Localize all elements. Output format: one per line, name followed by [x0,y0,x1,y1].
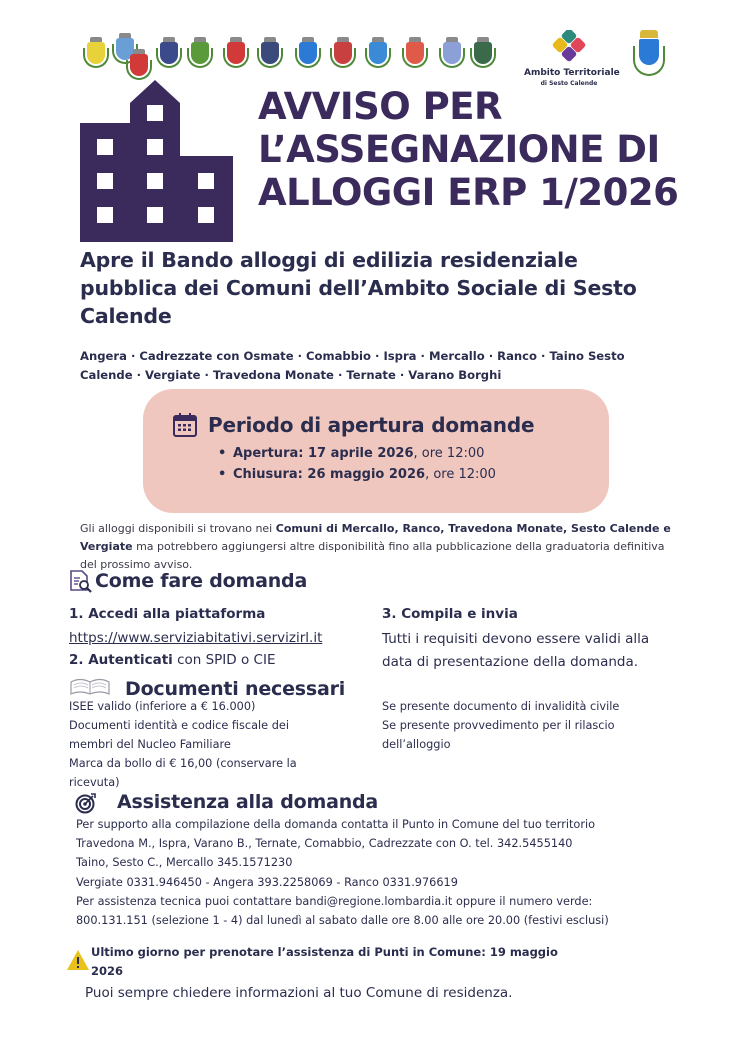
assistance-text [76,815,676,930]
title-line-2: L’ASSEGNAZIONE DI [258,128,660,171]
assistance-line: Travedona M., Ispra, Varano B., Ternate, Comabbio, Cadrezzate con O. tel. 342.5455140 [76,837,573,851]
crest-angera [87,42,105,64]
sesto-calende-crest [632,30,666,80]
crest-ispra [191,42,209,64]
building-icon [80,80,233,242]
step1-title: 1. Accedi alla piattaforma [69,606,266,622]
subtitle: Apre il Bando alloggi di edilizia residenziale pubblica dei Comuni dell’Ambito Sociale di Sesto Calende [80,248,637,328]
assistance-title: Assistenza alla domanda [117,791,379,813]
crest-comabbio [160,42,178,64]
crest-osmate [130,54,148,76]
platform-link[interactable]: https://www.serviziabitativi.servizirl.it [69,630,323,646]
footer-note: Puoi sempre chiedere informazioni al tuo Comune di residenza. [85,985,513,1001]
period-title: Periodo di apertura domande [208,413,535,437]
page-title [258,85,678,214]
warning-icon [66,949,90,971]
assistance-line: Taino, Sesto C., Mercallo 345.1571230 [76,856,293,870]
documents-right [382,697,652,754]
availability-note: Gli alloggi disponibili si trovano nei Comuni di Mercallo, Ranco, Travedona Monate, Sesto Calende e Vergiate ma potrebbero aggiungersi altre disponibilità fino alla pubblicazione della graduatoria definitiva del prossimo avviso. [80,522,671,571]
doc-stamp: Marca da bollo di € 16,00 (conservare la ricevuta) [69,757,297,789]
period-dates [218,443,496,485]
title-line-1: AVVISO PER [258,85,503,128]
ambito-logo-line1: Ambito Territoriale [524,68,620,78]
ambito-puzzle-icon [549,30,589,66]
assistance-line: Vergiate 0331.946450 - Angera 393.2258069 - Ranco 0331.976619 [76,875,458,889]
crest-varano [443,42,461,64]
ambito-logo-line2: di Sesto Calende [540,80,598,87]
step2: 2. Autenticati con SPID o CIE [69,652,276,668]
doc-eviction: Se presente provvedimento per il rilascio dell’alloggio [382,719,615,751]
crest-ternate [369,42,387,64]
step3-text: Tutti i requisiti devono essere validi alla data di presentazione della domanda. [382,631,650,670]
crest-ranco [261,42,279,64]
calendar-icon [173,413,197,437]
opening-date: • Apertura: 17 aprile 2026, ore 12:00 [218,443,496,464]
warning-text: Ultimo giorno per prenotare l’assistenza di Punti in Comune: 19 maggio 2026 [91,945,558,978]
doc-invalidity: Se presente documento di invalidità civile [382,700,620,713]
open-book-icon [70,676,110,696]
crest-vergiate [474,42,492,64]
assistance-line: Per assistenza tecnica puoi contattare bandi@regione.lombardia.it oppure il numero verde: [76,894,593,908]
how-to-title: Come fare domanda [95,570,308,592]
crest-taino [334,42,352,64]
crest-mercallo [227,42,245,64]
title-line-3: ALLOGGI ERP 1/2026 [258,171,679,214]
target-icon [75,792,97,814]
document-search-icon [69,570,93,594]
documents-left [69,697,319,792]
assistance-line: 800.131.151 (selezione 1 - 4) dal lunedì al sabato dalle ore 8.00 alle ore 20.00 (festivi esclusi) [76,914,609,928]
doc-identity: Documenti identità e codice fiscale dei membri del Nucleo Familiare [69,719,289,751]
step3-title: 3. Compila e invia [382,606,518,622]
crest-travedona [406,42,424,64]
assistance-line: Per supporto alla compilazione della domanda contatta il Punto in Comune del tuo territorio [76,818,596,831]
crest-sesto-calende [299,42,317,64]
closing-date: • Chiusura: 26 maggio 2026, ore 12:00 [218,464,496,485]
ambito-logo [524,30,620,88]
doc-isee: ISEE valido (inferiore a € 16.000) [69,700,256,713]
documents-title: Documenti necessari [125,678,346,700]
municipalities-list: Angera · Cadrezzate con Osmate · Comabbio · Ispra · Mercallo · Ranco · Taino Sesto Calende · Vergiate · Travedona Monate · Ternate · Varano Borghi [80,349,625,382]
